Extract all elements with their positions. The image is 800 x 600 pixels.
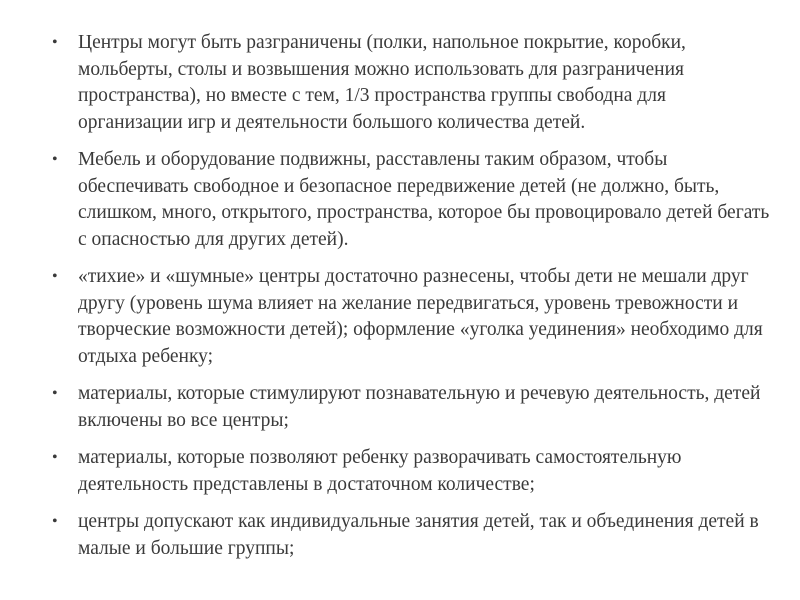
list-item-text: «тихие» и «шумные» центры достаточно разнесены, чтобы дети не мешали друг другу (уровень шума влияет на желание передвигаться, уровень тревожности и творческие возможности детей); оформление «уголка уединения» необходимо для отдыха ребенку; bbox=[78, 266, 763, 367]
list-item bbox=[52, 147, 772, 253]
bullet-icon: • bbox=[52, 449, 58, 466]
list-item bbox=[52, 30, 772, 136]
bullet-icon: • bbox=[52, 34, 58, 51]
list-item-text: материалы, которые позволяют ребенку разворачивать самостоятельную деятельность представлены в достаточном количестве; bbox=[78, 447, 682, 495]
bullet-list bbox=[52, 30, 772, 573]
list-item-text: материалы, которые стимулируют познавательную и речевую деятельность, детей включены во все центры; bbox=[78, 383, 761, 431]
list-item bbox=[52, 509, 772, 562]
bullet-icon: • bbox=[52, 268, 58, 285]
list-item bbox=[52, 381, 772, 434]
list-item bbox=[52, 264, 772, 370]
list-item-text: Мебель и оборудование подвижны, расставлены таким образом, чтобы обеспечивать свободное и безопасное передвижение детей (не должно, быть, слишком, много, открытого, пространства, которое бы провоцировало детей бегать с опасностью для других детей). bbox=[78, 149, 770, 250]
list-item-text: Центры могут быть разграничены (полки, напольное покрытие, коробки, мольберты, столы и возвышения можно использовать для разграничения пространства), но вместе с тем, 1/3 пространства группы свободна для организации игр и деятельности большого количества детей. bbox=[78, 32, 686, 133]
bullet-icon: • bbox=[52, 513, 58, 530]
list-item bbox=[52, 445, 772, 498]
bullet-icon: • bbox=[52, 385, 58, 402]
bullet-icon: • bbox=[52, 151, 58, 168]
list-item-text: центры допускают как индивидуальные занятия детей, так и объединения детей в малые и большие группы; bbox=[78, 511, 759, 559]
